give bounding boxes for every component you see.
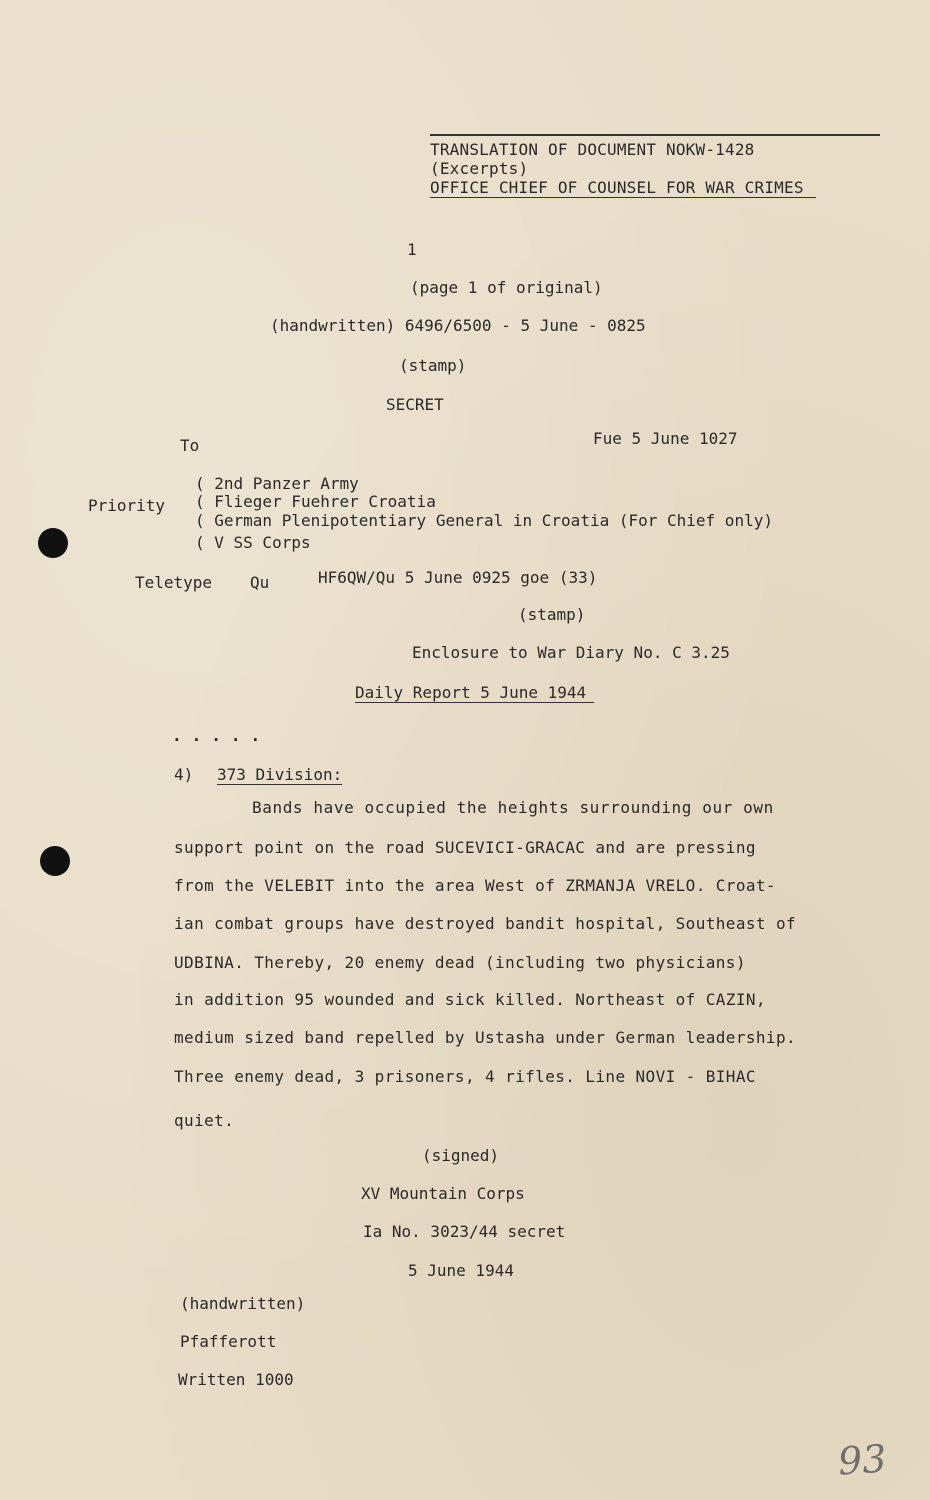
section-title: 373 Division: xyxy=(217,765,343,784)
page-note: (page 1 of original) xyxy=(410,278,603,297)
handwritten-label: (handwritten) xyxy=(180,1294,306,1313)
header-title: TRANSLATION OF DOCUMENT NOKW-1428 xyxy=(430,140,755,159)
daily-report-title: Daily Report 5 June 1944 xyxy=(355,683,594,703)
punch-hole xyxy=(38,528,68,558)
teletype-label: Teletype xyxy=(135,573,213,592)
body-text-line: Three enemy dead, 3 prisoners, 4 rifles. Line NOVI - BIHAC xyxy=(174,1067,756,1086)
translation-header xyxy=(430,134,880,198)
section-number: 4) xyxy=(174,765,194,784)
to-label: To xyxy=(180,436,200,455)
stamp-label-1: (stamp) xyxy=(399,356,467,375)
author-name: Pfafferott xyxy=(180,1332,277,1351)
body-text-line: ian combat groups have destroyed bandit hospital, Southeast of xyxy=(174,914,797,933)
signed-label: (signed) xyxy=(422,1146,500,1165)
teletype-reference: HF6QW/Qu 5 June 0925 goe (33) xyxy=(318,568,598,587)
body-text-line: in addition 95 wounded and sick killed. Northeast of CAZIN, xyxy=(174,990,766,1009)
enclosure-line: Enclosure to War Diary No. C 3.25 xyxy=(412,643,730,662)
written-time: Written 1000 xyxy=(178,1370,294,1389)
ellipsis-marker: ..... xyxy=(172,726,271,745)
body-text-line: quiet. xyxy=(174,1111,235,1130)
secret-label: SECRET xyxy=(386,395,444,414)
priority-label: Priority xyxy=(88,496,166,515)
recipient-line: ( V SS Corps xyxy=(195,533,311,552)
recipient-line: ( German Plenipotentiary General in Croatia (For Chief only) xyxy=(195,511,773,530)
handwritten-reference: (handwritten) 6496/6500 - 5 June - 0825 xyxy=(270,316,646,335)
signature-date: 5 June 1944 xyxy=(408,1261,514,1280)
recipient-line: ( 2nd Panzer Army xyxy=(195,474,359,493)
recipient-line: ( Flieger Fuehrer Croatia xyxy=(195,492,436,511)
document-number: 1 xyxy=(407,240,417,259)
body-text-line: medium sized band repelled by Ustasha under German leadership. xyxy=(174,1028,797,1047)
punch-hole xyxy=(40,846,70,876)
fue-line: Fue 5 June 1027 xyxy=(593,429,738,448)
header-subtitle: (Excerpts) xyxy=(430,159,529,178)
body-text-line: UDBINA. Thereby, 20 enemy dead (including two physicians) xyxy=(174,953,746,972)
teletype-qu: Qu xyxy=(250,573,270,592)
header-top-rule xyxy=(430,134,880,136)
stamp-label-2: (stamp) xyxy=(518,605,586,624)
body-text-line: from the VELEBIT into the area West of ZRMANJA VRELO. Croat- xyxy=(174,876,776,895)
body-text-line: Bands have occupied the heights surrounding our own xyxy=(252,798,774,817)
handwritten-page-mark: 93 xyxy=(836,1436,888,1484)
header-office: OFFICE CHIEF OF COUNSEL FOR WAR CRIMES xyxy=(430,178,816,198)
corps-name: XV Mountain Corps xyxy=(361,1184,525,1203)
body-text-line: support point on the road SUCEVICI-GRACAC and are pressing xyxy=(174,838,756,857)
ia-number: Ia No. 3023/44 secret xyxy=(363,1222,566,1241)
